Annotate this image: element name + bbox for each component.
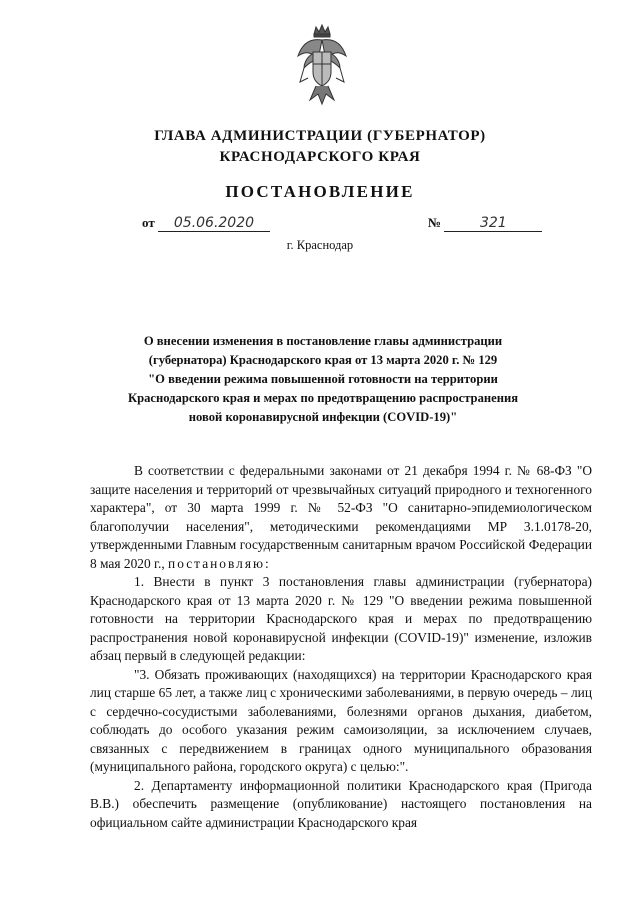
coat-of-arms-emblem [296,24,348,108]
document-date [142,215,270,232]
preamble-paragraph [90,462,592,573]
decree-word: постановляю: [168,555,271,571]
document-title [98,332,548,427]
quoted-paragraph: "3. Обязать проживающих (находящихся) на территории Краснодарского края лиц старше 65 лет, а также лиц с хроническими заболеваниями, в первую очередь – лиц с сердечно-сосудистыми заболеваниями, болезнями органов дыхания, диабетом, соблюдать до особого указания режим самоизоляции, за исключением случаев, связанных с передвижением в границах одного муниципального образования (муниципального района, городского округа) с целью:". [90,666,592,774]
preamble-text: В соответствии с федеральными законами от 21 декабря 1994 г. № 68-ФЗ "О защите населения и территорий от чрезвычайных ситуаций природного и техногенного характера", от 30 марта 1999 г. № 52-ФЗ "О санитарно-эпидемиологическом благополучии населения", методическими рекомендациями МР 3.1.0178-20, утвержденными Главным государственным санитарным врачом Российской Федерации 8 мая 2020 г., [90,463,592,571]
date-value: 05.06.2020 [158,216,270,232]
title-line: (губернатора) Краснодарского края от 13 марта 2020 г. № 129 [148,353,498,367]
city-name: г. Краснодар [286,238,354,252]
number-value: 321 [444,216,542,232]
title-line: новой коронавирусной инфекции (COVID-19)" [188,410,458,424]
document-number [428,215,542,232]
document-body [90,462,592,832]
item-1-paragraph: 1. Внести в пункт 3 постановления главы администрации (губернатора) Краснодарского края от 13 марта 2020 г. № 129 "О введении режима повышенной готовности на территории Краснодарского края и мерах по предотвращению распространения новой коронавирусной инфекции (COVID-19)" изменение, изложив абзац первый в следующей редакции: [90,574,592,663]
title-line: Краснодарского края и мерах по предотвращению распространения [127,391,519,405]
title-line: О внесении изменения в постановление главы администрации [143,334,503,348]
organization-name-line1: ГЛАВА АДМИНИСТРАЦИИ (ГУБЕРНАТОР) [154,128,486,144]
item-2-paragraph: 2. Департаменту информационной политики Краснодарского края (Пригода В.В.) обеспечить размещение (опубликование) настоящего постановления на официальном сайте администрации Краснодарского края [90,777,592,830]
organization-name-line2: КРАСНОДАРСКОГО КРАЯ [219,149,421,165]
date-label: от [142,215,155,230]
document-type: ПОСТАНОВЛЕНИЕ [225,182,415,201]
number-label: № [428,215,442,230]
title-line: "О введении режима повышенной готовности на территории [148,372,498,386]
